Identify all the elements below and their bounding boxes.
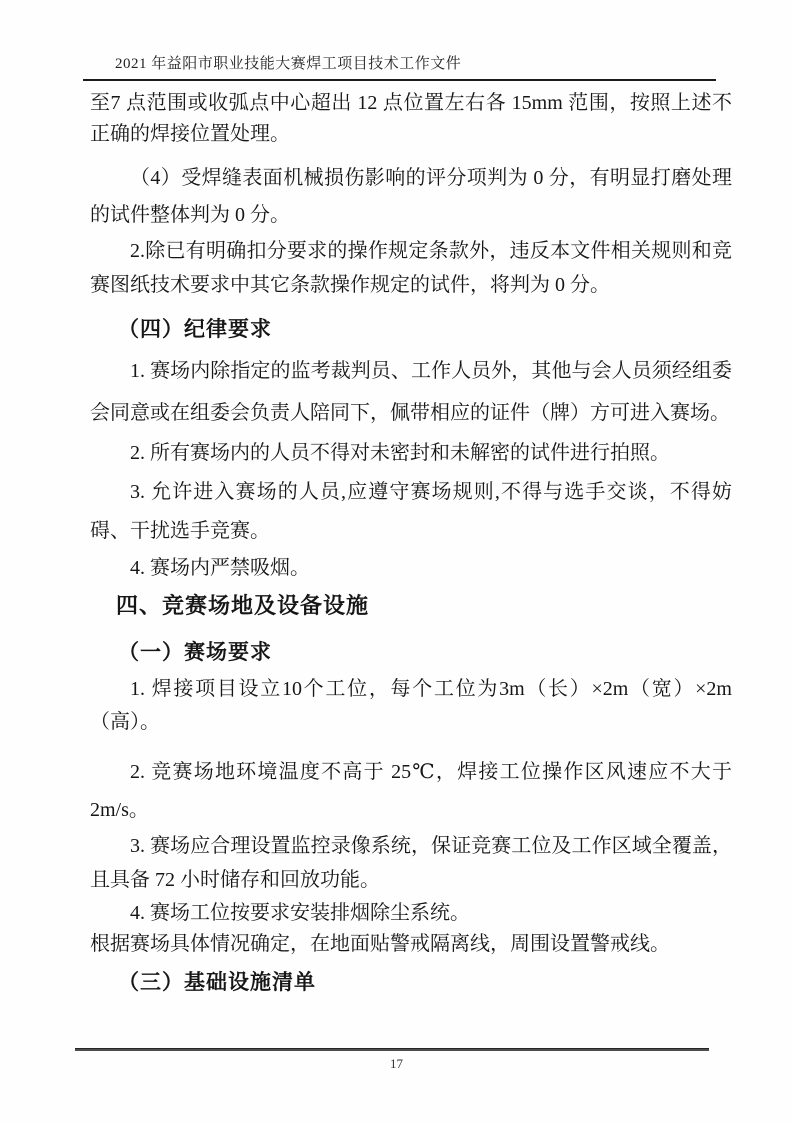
paragraph-mechanical-damage: （4）受焊缝表面机械损伤影响的评分项判为 0 分，有明显打磨处理的试件整体判为 0 分。 [90,167,732,226]
paragraph-rule-violation: 2.除已有明确扣分要求的操作规定条款外，违反本文件相关规则和竞赛图纸技术要求中其它条款操作规定的试件，将判为 0 分。 [90,240,732,296]
document-body [90,88,732,997]
heading-competition-venue-equipment: 四、竞赛场地及设备设施 [116,593,370,618]
header-title: 2021 年益阳市职业技能大赛焊工项目技术工作文件 [115,56,462,72]
discipline-item-4: 4. 赛场内严禁吸烟。 [130,557,310,579]
venue-item-3: 3. 赛场应合理设置监控录像系统，保证竞赛工位及工作区域全覆盖，且具备 72 小时储存和回放功能。 [90,835,732,891]
discipline-item-3: 3. 允许进入赛场的人员,应遵守赛场规则,不得与选手交谈，不得妨碍、干扰选手竞赛。 [90,481,732,542]
footer-divider [75,1048,709,1051]
page-number: 17 [390,1056,403,1071]
heading-infrastructure-list: （三）基础设施清单 [118,970,316,994]
venue-item-4: 4. 赛场工位按要求安装排烟除尘系统。 [130,902,470,924]
discipline-item-2: 2. 所有赛场内的人员不得对未密封和未解密的试件进行拍照。 [130,442,670,464]
venue-item-1: 1. 焊接项目设立10个工位，每个工位为3m（长）×2m（宽）×2m（高）。 [90,678,732,733]
paragraph-welding-position: 至7 点范围或收弧点中心超出 12 点位置左右各 15mm 范围，按照上述不正确的焊接位置处理。 [90,92,732,145]
venue-item-2: 2. 竞赛场地环境温度不高于 25℃，焊接工位操作区风速应不大于 2m/s。 [90,761,732,821]
heading-venue-requirements: （一）赛场要求 [118,640,272,664]
venue-note-warning-line: 根据赛场具体情况确定，在地面贴警戒隔离线，周围设置警戒线。 [90,933,670,955]
heading-discipline-requirements: （四）纪律要求 [118,317,272,341]
discipline-item-1: 1. 赛场内除指定的监考裁判员、工作人员外，其他与会人员须经组委会同意或在组委会负责人陪同下，佩带相应的证件（牌）方可进入赛场。 [90,360,732,424]
page-header [83,52,716,81]
